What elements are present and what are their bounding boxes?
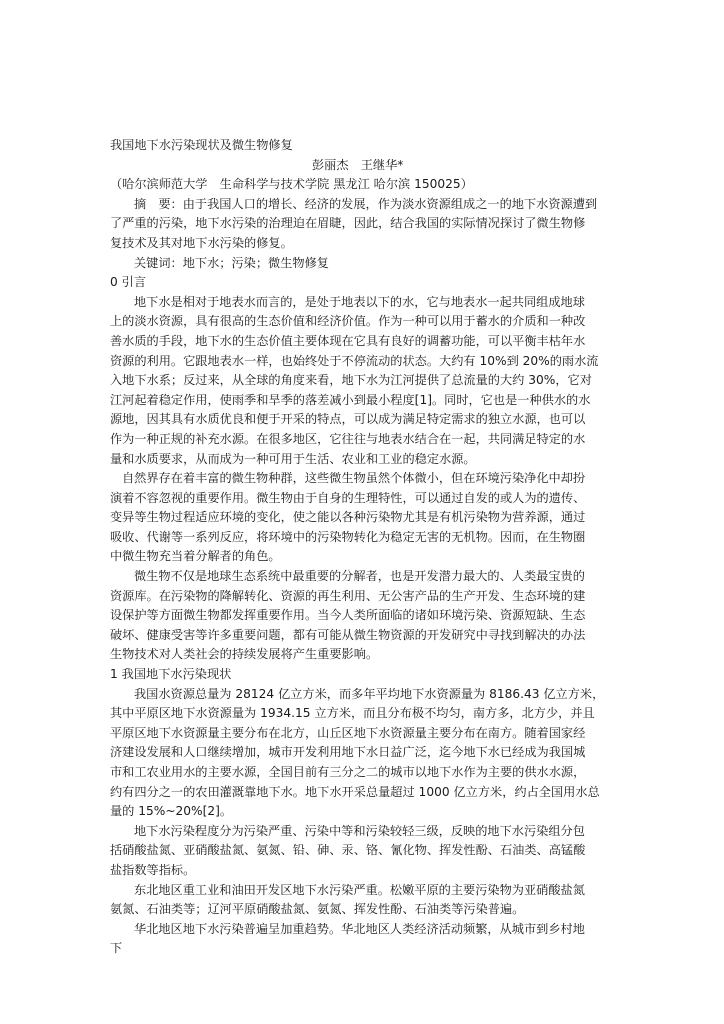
text-line: 复技术及其对地下水污染的修复。 bbox=[110, 235, 293, 250]
text-line: 济建设发展和人口继续增加，城市开发利用地下水日益广泛，迄今地下水已经成为我国城 bbox=[110, 745, 586, 760]
paragraph-5 bbox=[110, 822, 618, 881]
text-line: 资源库。在污染物的降解转化、资源的再生利用、无公害产品的生产开发、生态环境的建 bbox=[110, 588, 586, 603]
paper-title: 我国地下水污染现状及微生物修复 bbox=[110, 138, 293, 152]
text-line: 破坏、健康受害等许多重要问题，都有可能从微生物资源的开发研究中寻找到解决的办法 bbox=[110, 627, 586, 642]
text-line: 微生物不仅是地球生态系统中最重要的分解者，也是开发潜力最大的、人类最宝贵的 bbox=[134, 569, 585, 584]
text-line: 量和水质要求，从而成为一种可用于生活、农业和工业的稳定水源。 bbox=[110, 451, 476, 466]
keywords: 关键词：地下水；污染；微生物修复 bbox=[134, 255, 329, 270]
text-line: 地下水是相对于地表水而言的，是处于地表以下的水，它与地表水一起共同组成地球 bbox=[134, 294, 585, 309]
section-heading-1: 1 我国地下水污染现状 bbox=[110, 667, 232, 682]
text-line: 善水质的手段，地下水的生态价值主要体现在它具有良好的调蓄功能，可以平衡丰枯年水 bbox=[110, 333, 586, 348]
section-heading-0: 0 引言 bbox=[110, 275, 147, 290]
text-line: 资源的利用。它跟地表水一样，也始终处于不停流动的状态。大约有 10%到 20%的雨水流 bbox=[110, 353, 599, 368]
text-line: 江河起着稳定作用，使雨季和旱季的落差减小到最小程度[1]。同时，它也是一种供水的水 bbox=[110, 392, 591, 407]
paragraph-4 bbox=[110, 685, 618, 822]
paragraph-7 bbox=[110, 920, 618, 959]
text-line: 中微生物充当着分解者的角色。 bbox=[110, 549, 281, 564]
text-line: 平原区地下水资源量主要分布在北方，山丘区地下水资源量主要分布在南方。随着国家经 bbox=[110, 725, 586, 740]
text-line: 市和工农业用水的主要水源，全国目前有三分之二的城市以地下水作为主要的供水水源， bbox=[110, 765, 586, 779]
text-line: 设保护等方面微生物都发挥重要作用。当今人类所面临的诸如环境污染、资源短缺、生态 bbox=[110, 608, 586, 623]
text-line: 源地，因其具有水质优良和便于开采的特点，可以成为满足特定需求的独立水源，也可以 bbox=[110, 412, 586, 427]
authors: 彭丽杰 王继华* bbox=[312, 157, 404, 172]
text-line: 吸收、代谢等一系列反应，将环境中的污染物转化为稳定无害的无机物。因而，在生物圈 bbox=[110, 529, 586, 544]
text-line: 上的淡水资源，具有很高的生态价值和经济价值。作为一种可以用于蓄水的介质和一种改 bbox=[110, 314, 586, 329]
text-line: 下 bbox=[110, 941, 123, 956]
paragraph-6 bbox=[110, 881, 618, 920]
text-line: 摘 要：由于我国人口的增长、经济的发展，作为淡水资源组成之一的地下水资源遭到 bbox=[134, 196, 598, 211]
text-line: 我国水资源总量为 28124 亿立方米，而多年平均地下水资源量为 8186.43 亿立方米， bbox=[134, 686, 605, 701]
text-line: 变异等生物过程适应环境的变化，使之能以各种污染物尤其是有机污染物为营养源，通过 bbox=[110, 510, 586, 525]
paragraph-2 bbox=[110, 469, 618, 567]
text-line: 了严重的污染，地下水污染的治理迫在眉睫，因此，结合我国的实际情况探讨了微生物修 bbox=[110, 216, 586, 231]
abstract bbox=[110, 195, 618, 254]
text-line: 入地下水系；反过来，从全球的角度来看，地下水为江河提供了总流量的大约 30%，它对 bbox=[110, 373, 592, 388]
paragraph-3 bbox=[110, 567, 618, 665]
text-line: 华北地区地下水污染普遍呈加重趋势。华北地区人类经济活动频繁，从城市到乡村地 bbox=[134, 921, 585, 936]
text-line: 东北地区重工业和油田开发区地下水污染严重。松嫩平原的主要污染物为亚硝酸盐氮 bbox=[134, 882, 585, 897]
text-line: 量的 15%~20%[2]。 bbox=[110, 804, 233, 819]
text-line: 自然界存在着丰富的微生物种群，这些微生物虽然个体微小，但在环境污染净化中却扮 bbox=[122, 471, 586, 486]
text-line: 作为一种正规的补充水源。在很多地区，它往往与地表水结合在一起，共同满足特定的水 bbox=[110, 431, 586, 446]
text-line: 氨氮、石油类等；辽河平原硝酸盐氮、氨氮、挥发性酚、石油类等污染普遍。 bbox=[110, 902, 525, 917]
text-line: 其中平原区地下水资源量为 1934.15 立方米，而且分布极不均匀，南方多，北方少，并且 bbox=[110, 706, 595, 721]
text-line: 生物技术对人类社会的持续发展将产生重要影响。 bbox=[110, 647, 379, 662]
text-line: 括硝酸盐氮、亚硝酸盐氮、氨氮、铅、砷、汞、铬、氰化物、挥发性酚、石油类、高锰酸 bbox=[110, 843, 586, 858]
text-line: 演着不容忽视的重要作用。微生物由于自身的生理特性，可以通过自发的或人为的遗传、 bbox=[110, 490, 586, 505]
text-line: 盐指数等指标。 bbox=[110, 862, 196, 877]
text-line: 地下水污染程度分为污染严重、污染中等和污染较轻三级，反映的地下水污染组分包 bbox=[134, 823, 585, 838]
text-line: 约有四分之一的农田灌溉靠地下水。地下水开采总量超过 1000 亿立方米，约占全国用水总 bbox=[110, 784, 600, 799]
affiliation: （哈尔滨师范大学 生命科学与技术学院 黑龙江 哈尔滨 150025） bbox=[110, 177, 473, 192]
document-page bbox=[110, 136, 618, 959]
paragraph-1 bbox=[110, 293, 618, 469]
